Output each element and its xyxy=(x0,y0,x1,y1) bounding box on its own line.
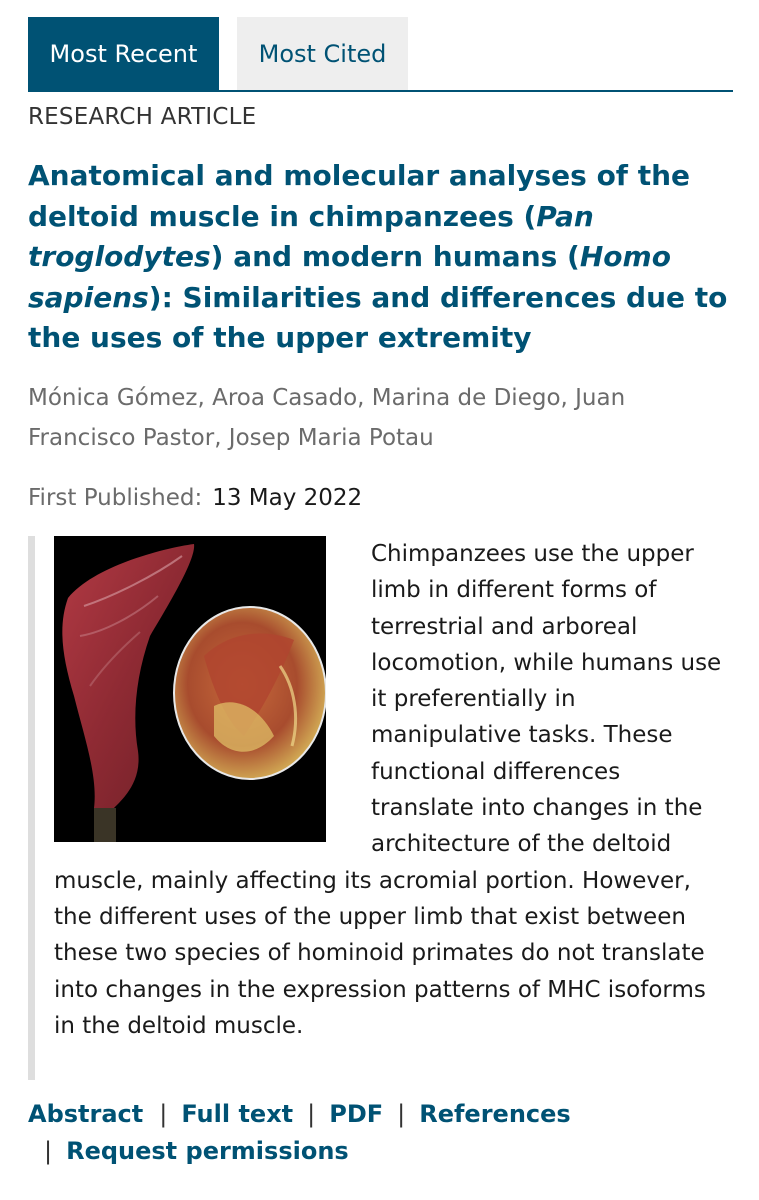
full-text-link[interactable]: Full text xyxy=(181,1100,294,1128)
publication-info xyxy=(28,480,362,516)
title-text: ): Similarities and differences due to the uses of the upper extremity xyxy=(28,280,728,354)
link-separator: | xyxy=(159,1100,168,1128)
published-label: First Published: xyxy=(28,485,203,511)
abstract-text: Chimpanzees use the upper limb in different forms of terrestrial and arboreal locomotion, while humans use it preferentially in manipulative tasks. These functional differences translate into changes in the architecture of the deltoid muscle, mainly affecting its acromial portion. However, the different uses of the upper limb that exist between these two species of hominoid primates do not translate into changes in the expression patterns of MHC isoforms in the deltoid muscle. xyxy=(54,541,722,1039)
article-title-link[interactable] xyxy=(28,156,740,359)
tab-most-cited[interactable]: Most Cited xyxy=(237,17,408,90)
tab-most-recent[interactable]: Most Recent xyxy=(28,17,219,90)
tab-bar xyxy=(28,17,408,90)
abstract-section xyxy=(54,536,724,1044)
abstract-sidebar-bar xyxy=(28,536,35,1080)
article-links xyxy=(28,1096,748,1170)
graphical-abstract-image[interactable] xyxy=(54,536,326,842)
title-text: Anatomical and molecular analyses of the deltoid muscle in chimpanzees ( xyxy=(28,159,691,233)
references-link[interactable]: References xyxy=(419,1100,571,1128)
pdf-link[interactable]: PDF xyxy=(329,1100,384,1128)
title-species-chimp: Pan troglodytes xyxy=(28,199,594,273)
author-list: Mónica Gómez, Aroa Casado, Marina de Diego, Juan Francisco Pastor, Josep Maria Potau xyxy=(28,385,626,451)
title-text: ) and modern humans ( xyxy=(210,240,580,273)
tab-underline xyxy=(28,90,733,92)
dissected-deltoid-muscle-image xyxy=(54,536,326,842)
abstract-link[interactable]: Abstract xyxy=(28,1100,144,1128)
article-type-label: RESEARCH ARTICLE xyxy=(28,104,257,130)
link-separator: | xyxy=(397,1100,406,1128)
published-date: 13 May 2022 xyxy=(212,485,363,511)
link-separator: | xyxy=(44,1137,53,1165)
link-separator: | xyxy=(307,1100,316,1128)
title-species-human: Homo sapiens xyxy=(28,240,671,314)
request-permissions-link[interactable]: Request permissions xyxy=(66,1137,349,1165)
